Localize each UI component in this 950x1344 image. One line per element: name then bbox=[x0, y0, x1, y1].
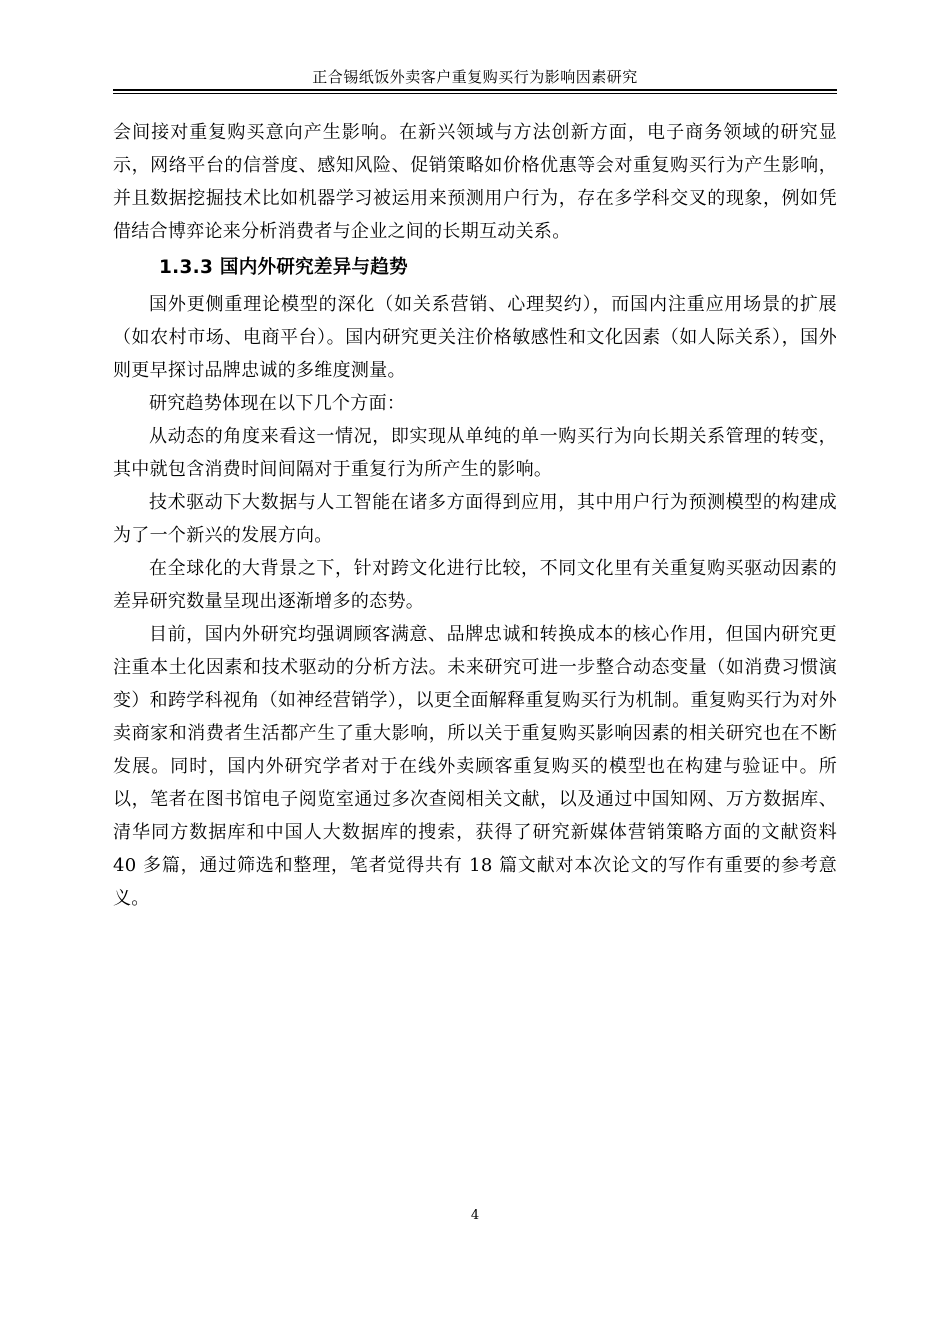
page-body bbox=[113, 116, 837, 915]
body-paragraph-6: 在全球化的大背景之下，针对跨文化进行比较，不同文化里有关重复购买驱动因素的差异研究数量呈现出逐渐增多的态势。 bbox=[113, 558, 837, 612]
body-paragraph-4: 从动态的角度来看这一情况，即实现从单纯的单一购买行为向长期关系管理的转变，其中就包含消费时间间隔对于重复行为所产生的影响。 bbox=[113, 426, 837, 480]
running-header: 正合锡纸饭外卖客户重复购买行为影响因素研究 bbox=[312, 68, 638, 86]
body-paragraph-7: 目前，国内外研究均强调顾客满意、品牌忠诚和转换成本的核心作用，但国内研究更注重本土化因素和技术驱动的分析方法。未来研究可进一步整合动态变量（如消费习惯演变）和跨学科视角（如神经营销学），以更全面解释重复购买行为机制。重复购买行为对外卖商家和消费者生活都产生了重大影响，所以关于重复购买影响因素的相关研究也在不断发展。同时，国内外研究学者对于在线外卖顾客重复购买的模型也在构建与验证中。所以，笔者在图书馆电子阅览室通过多次查阅相关文献，以及通过中国知网、万方数据库、清华同方数据库和中国人大数据库的搜索，获得了研究新媒体营销策略方面的文献资料 40 多篇，通过筛选和整理，笔者觉得共有 18 篇文献对本次论文的写作有重要的参考意义。 bbox=[113, 624, 837, 909]
page-number: 4 bbox=[470, 1208, 480, 1223]
body-paragraph-1: 会间接对重复购买意向产生影响。在新兴领域与方法创新方面，电子商务领域的研究显示，网络平台的信誉度、感知风险、促销策略如价格优惠等会对重复购买行为产生影响，并且数据挖掘技术比如机器学习被运用来预测用户行为，存在多学科交叉的现象，例如凭借结合博弈论来分析消费者与企业之间的长期互动关系。 bbox=[113, 122, 837, 242]
header-rule bbox=[113, 89, 837, 94]
section-heading-1-3-3: 1.3.3 国内外研究差异与趋势 bbox=[159, 257, 408, 278]
body-paragraph-5: 技术驱动下大数据与人工智能在诸多方面得到应用，其中用户行为预测模型的构建成为了一个新兴的发展方向。 bbox=[113, 492, 837, 546]
body-paragraph-2: 国外更侧重理论模型的深化（如关系营销、心理契约），而国内注重应用场景的扩展（如农村市场、电商平台）。国内研究更关注价格敏感性和文化因素（如人际关系），国外则更早探讨品牌忠诚的多维度测量。 bbox=[113, 294, 837, 381]
body-paragraph-3: 研究趋势体现在以下几个方面： bbox=[149, 393, 406, 414]
